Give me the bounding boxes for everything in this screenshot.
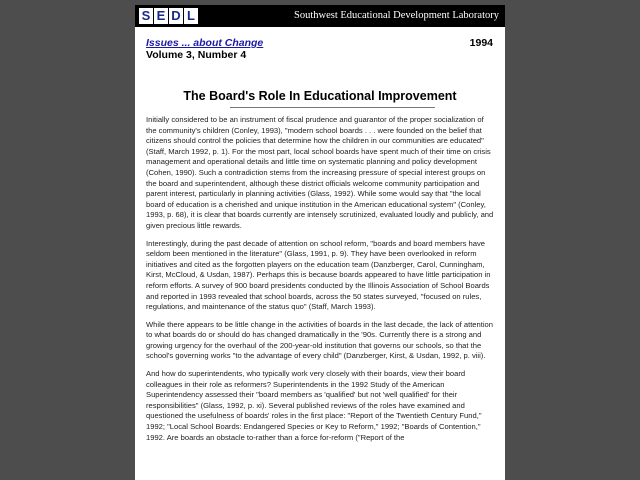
logo-letter: L	[184, 8, 198, 24]
site-banner	[135, 5, 505, 27]
paragraph: Initially considered to be an instrument of fiscal prudence and guarantor of the proper socialization of the community's children (Conley, 1993), "modern school boards . . . were founded on the belief that citizens should control the policies that determine how the children in our communities are educated" (Staff, March 1992, p. 1). For the most part, local school boards have spent much of their time on crisis management and operational details and little time on systematic planning and policy development (Cohen, 1990). Such a contradiction stems from the increasing pressure of special interest groups on the board and superintendent, although these district officials welcome community participation and parent interest, particularly in planning activities (Glass, 1992). While some would say that "the local board of education is a cherished and unique institution in the American educational system" (Conley, 1993, p. 68), it is clear that boards currently are intensely scrutinized, evaluated loudly and publicly, and given precious little rewards.	[146, 115, 494, 230]
volume-number: Volume 3, Number 4	[146, 49, 247, 61]
organization-name: Southwest Educational Development Laboratory	[294, 10, 499, 21]
logo-letter: D	[169, 8, 183, 24]
series-link[interactable]: Issues ... about Change	[146, 37, 264, 49]
paragraph: And how do superintendents, who typically work very closely with their boards, view their board colleagues in their role as reformers? Superintendents in the 1992 Study of the American Superintendency assessed their "board members as 'qualified' but not 'well qualified' for their responsibilities" (Glass, 1992, p. xi). Several published reviews of the roles have examined and questioned the usefulness of boards' roles in the first place: "Report of the Twentieth Century Fund," 1992; "Local School Boards: Endangered Species or Key to Reform," 1992; "Boards of Contention," 1992. Are boards an obstacle to-rather than a force for-reform ("Report of the	[146, 369, 482, 442]
article-body	[146, 115, 496, 450]
logo-letter: S	[139, 8, 153, 24]
paragraph: While there appears to be little change in the activities of boards in the last decade, the lack of attention to what boards do or should do has changed dramatically in the '90s. Currently there is a strong and growing urgency for the overhaul of the 200-year-old institution that governs our schools, so that the school's governing works "to the advantage of every child" (Danzberger, Kirst, & Usdan, 1992, p. viii).	[146, 319, 493, 361]
page-container	[135, 5, 505, 480]
publication-year: 1994	[469, 37, 493, 49]
paragraph: Interestingly, during the past decade of attention on school reform, "boards and board members have seldom been mentioned in the literature" (Glass, 1991, p. 9). They have been overlooked in reform initiatives and cited as the forgotten players on the education team (Danzberger, Carol, Cunningham, Kirst, McCloud, & Usdan, 1987). Perhaps this is because boards appeared to have little participation in reform efforts. A survey of 900 board presidents conducted by the Illinois Association of School Boards and reported in 1993 revealed that school boards, across the 50 states surveyed, "focused on rules, regulations, and maintenance of the status quo" (Staff, March 1993).	[146, 238, 491, 312]
title-divider	[230, 107, 435, 108]
sedl-logo[interactable]	[139, 8, 199, 24]
logo-letter: E	[154, 8, 168, 24]
article-title: The Board's Role In Educational Improvement	[183, 89, 457, 103]
